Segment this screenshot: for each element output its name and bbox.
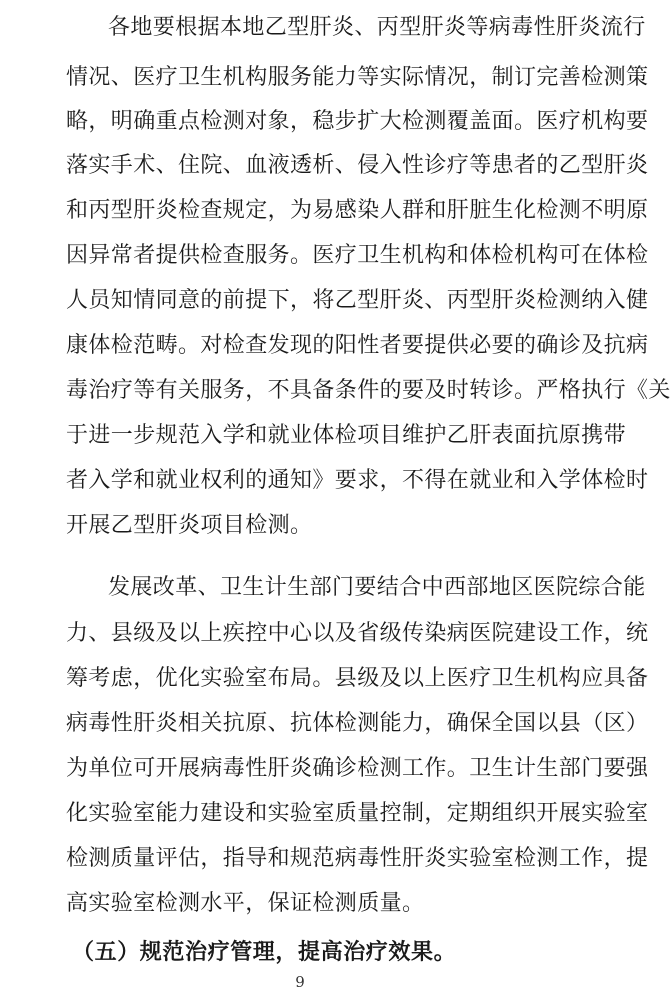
paragraph-2-line-5: 为单位可开展病毒性肝炎确诊检测工作。卫生计生部门要强 (66, 756, 649, 781)
paragraph-2-line-7: 检测质量评估，指导和规范病毒性肝炎实验室检测工作，提 (66, 846, 649, 871)
paragraph-1-line-5: 和丙型肝炎检查规定，为易感染人群和肝脏生化检测不明原 (66, 198, 649, 223)
paragraph-2-line-4: 病毒性肝炎相关抗原、抗体检测能力，确保全国以县（区） (66, 711, 649, 736)
paragraph-1-line-6: 因异常者提供检查服务。医疗卫生机构和体检机构可在体检 (66, 243, 649, 268)
paragraph-1-line-9: 毒治疗等有关服务，不具备条件的要及时转诊。严格执行《关 (66, 378, 671, 403)
paragraph-1-line-8: 康体检范畴。对检查发现的阳性者要提供必要的确诊及抗病 (66, 333, 649, 358)
paragraph-1-line-4: 落实手术、住院、血液透析、侵入性诊疗等患者的乙型肝炎 (66, 153, 649, 178)
paragraph-1-line-2: 情况、医疗卫生机构服务能力等实际情况，制订完善检测策 (66, 65, 649, 90)
paragraph-1-line-7: 人员知情同意的前提下，将乙型肝炎、丙型肝炎检测纳入健 (66, 288, 649, 313)
paragraph-2-line-8: 高实验室检测水平，保证检测质量。 (66, 891, 425, 916)
section-heading: （五）规范治疗管理，提高治疗效果。 (72, 939, 457, 965)
paragraph-2-line-3: 筹考虑，优化实验室布局。县级及以上医疗卫生机构应具备 (66, 666, 649, 691)
paragraph-1-line-1: 各地要根据本地乙型肝炎、丙型肝炎等病毒性肝炎流行 (108, 15, 646, 40)
paragraph-1-line-12: 开展乙型肝炎项目检测。 (66, 513, 313, 538)
paragraph-1-line-3: 略，明确重点检测对象，稳步扩大检测覆盖面。医疗机构要 (66, 109, 649, 134)
page-number: 9 (295, 973, 305, 991)
paragraph-1-line-11: 者入学和就业权利的通知》要求，不得在就业和入学体检时 (66, 468, 649, 493)
paragraph-2-line-2: 力、县级及以上疾控中心以及省级传染病医院建设工作，统 (66, 621, 649, 646)
paragraph-2-line-6: 化实验室能力建设和实验室质量控制，定期组织开展实验室 (66, 801, 649, 826)
paragraph-2-line-1: 发展改革、卫生计生部门要结合中西部地区医院综合能 (108, 575, 646, 600)
paragraph-1-line-10: 于进一步规范入学和就业体检项目维护乙肝表面抗原携带 (66, 423, 627, 448)
